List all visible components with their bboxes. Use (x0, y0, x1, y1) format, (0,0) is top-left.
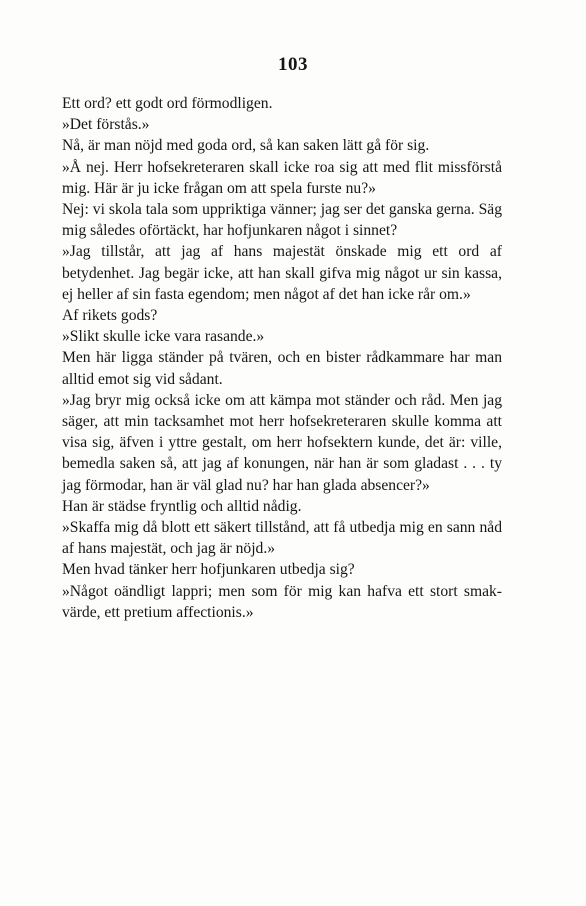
paragraph: Han är städse fryntlig och alltid nådig. (62, 497, 302, 515)
paragraph: »Det förstås.» (62, 116, 150, 134)
paragraph: Ett ord? ett godt ord förmodligen. (62, 95, 273, 112)
paragraph: Nå, är man nöjd med goda ord, så kan saken lätt gå för sig. (62, 137, 430, 155)
paragraph: »Skaffa mig då blott ett säkert tillstånd, att få utbedja mig en sann nåd af hans majestät, och jag är nöjd.» (62, 519, 502, 558)
paragraph: »Å nej. Herr hofsekreteraren skall icke roa sig att med flit missförstå mig. Här är ju icke frågan om att spela furste nu?» (62, 158, 502, 197)
page-body-text (62, 93, 502, 623)
paragraph: »Jag tillstår, att jag af hans majestät önskade mig ett ord af betydenhet. Jag begär icke, att han skall gifva mig något ur sin kassa, ej heller af sin fasta egendom; men något af det han icke rår om.» (62, 243, 502, 303)
paragraph: Nej: vi skola tala som uppriktiga vänner; jag ser det ganska gerna. Säg mig således oförtäckt, har hofjunkaren något i sinnet? (62, 201, 502, 240)
paragraph: »Något oändligt lappri; men som för mig kan hafva ett stort smak-värde, ett pretium affectionis.» (62, 582, 502, 621)
paragraph: »Slikt skulle icke vara rasande.» (62, 328, 265, 346)
paragraph: »Jag bryr mig också icke om att kämpa mot ständer och råd. Men jag säger, att min tacksamhet mot herr hofsekreteraren skulle komma att visa sig, äfven i yttre gestalt, om herr hofsektern kunde, det är: ville, bemedla saken så, att jag af konungen, när han är som gladast . . . ty jag förmodar, han är väl glad nu? har han glada absencer?» (62, 391, 502, 494)
paragraph: Af rikets gods? (62, 307, 158, 325)
paragraph: Men här ligga ständer på tvären, och en bister rådkammare har man alltid emot sig vid sådant. (62, 349, 502, 388)
paragraph: Men hvad tänker herr hofjunkaren utbedja sig? (62, 561, 355, 579)
page-number: 103 (278, 54, 308, 75)
